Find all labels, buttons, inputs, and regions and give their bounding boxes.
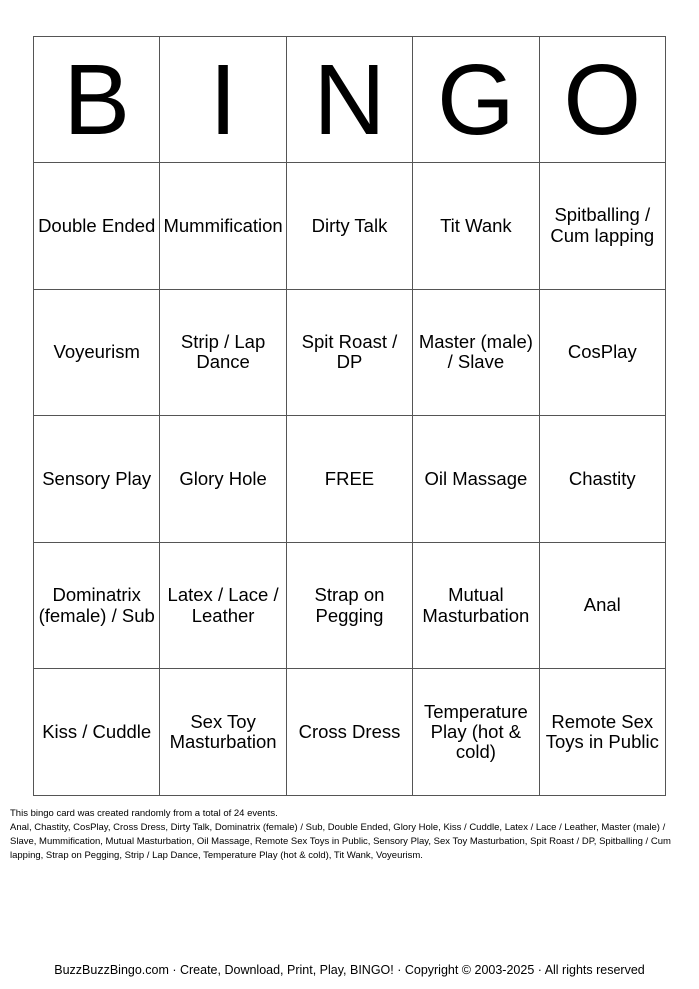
bingo-cell: Strap on Pegging — [286, 542, 412, 669]
bingo-cell: Temperature Play (hot & cold) — [413, 669, 539, 796]
bingo-row — [34, 669, 666, 796]
bingo-cell: Mutual Masturbation — [413, 542, 539, 669]
bingo-row — [34, 542, 666, 669]
card-info-note — [10, 807, 690, 863]
bingo-row — [34, 416, 666, 543]
bingo-cell: Tit Wank — [413, 163, 539, 290]
bingo-cell: Dirty Talk — [286, 163, 412, 290]
bingo-cell: Dominatrix (female) / Sub — [34, 542, 160, 669]
bingo-row — [34, 163, 666, 290]
bingo-cell: Cross Dress — [286, 669, 412, 796]
header-letter-n: N — [286, 37, 412, 163]
bingo-cell: Oil Massage — [413, 416, 539, 543]
bingo-cell: Chastity — [539, 416, 665, 543]
bingo-header-row — [34, 37, 666, 163]
header-letter-g: G — [413, 37, 539, 163]
bingo-cell: Kiss / Cuddle — [34, 669, 160, 796]
bingo-cell: Strip / Lap Dance — [160, 289, 286, 416]
note-intro: This bingo card was created randomly from a total of 24 events. — [10, 808, 278, 819]
page-footer: BuzzBuzzBingo.com · Create, Download, Print, Play, BINGO! · Copyright © 2003-2025 · All rights reserved — [54, 963, 645, 977]
free-space-cell: FREE — [286, 416, 412, 543]
note-event-list: Anal, Chastity, CosPlay, Cross Dress, Dirty Talk, Dominatrix (female) / Sub, Double Ended, Glory Hole, Kiss / Cuddle, Latex / Lace / Leather, Master (male) / Slave, Mummification, Mutual Masturbation, Oil Massage, Remote Sex Toys in Public, Sensory Play, Sex Toy Masturbation, Spit Roast / DP, Spitballing / Cum lapping, Strap on Pegging, Strip / Lap Dance, Temperature Play (hot & cold), Tit Wank, Voyeurism. — [10, 822, 671, 861]
bingo-cell: Glory Hole — [160, 416, 286, 543]
bingo-cell: Master (male) / Slave — [413, 289, 539, 416]
bingo-cell: Double Ended — [34, 163, 160, 290]
bingo-cell: Anal — [539, 542, 665, 669]
bingo-cell: Latex / Lace / Leather — [160, 542, 286, 669]
header-letter-b: B — [34, 37, 160, 163]
bingo-cell: Spitballing / Cum lapping — [539, 163, 665, 290]
bingo-row — [34, 289, 666, 416]
bingo-card — [33, 36, 666, 796]
bingo-cell: Remote Sex Toys in Public — [539, 669, 665, 796]
header-letter-i: I — [160, 37, 286, 163]
bingo-cell: Spit Roast / DP — [286, 289, 412, 416]
header-letter-o: O — [539, 37, 665, 163]
bingo-cell: Voyeurism — [34, 289, 160, 416]
bingo-cell: Sensory Play — [34, 416, 160, 543]
bingo-cell: Mummification — [160, 163, 286, 290]
bingo-cell: Sex Toy Masturbation — [160, 669, 286, 796]
bingo-cell: CosPlay — [539, 289, 665, 416]
